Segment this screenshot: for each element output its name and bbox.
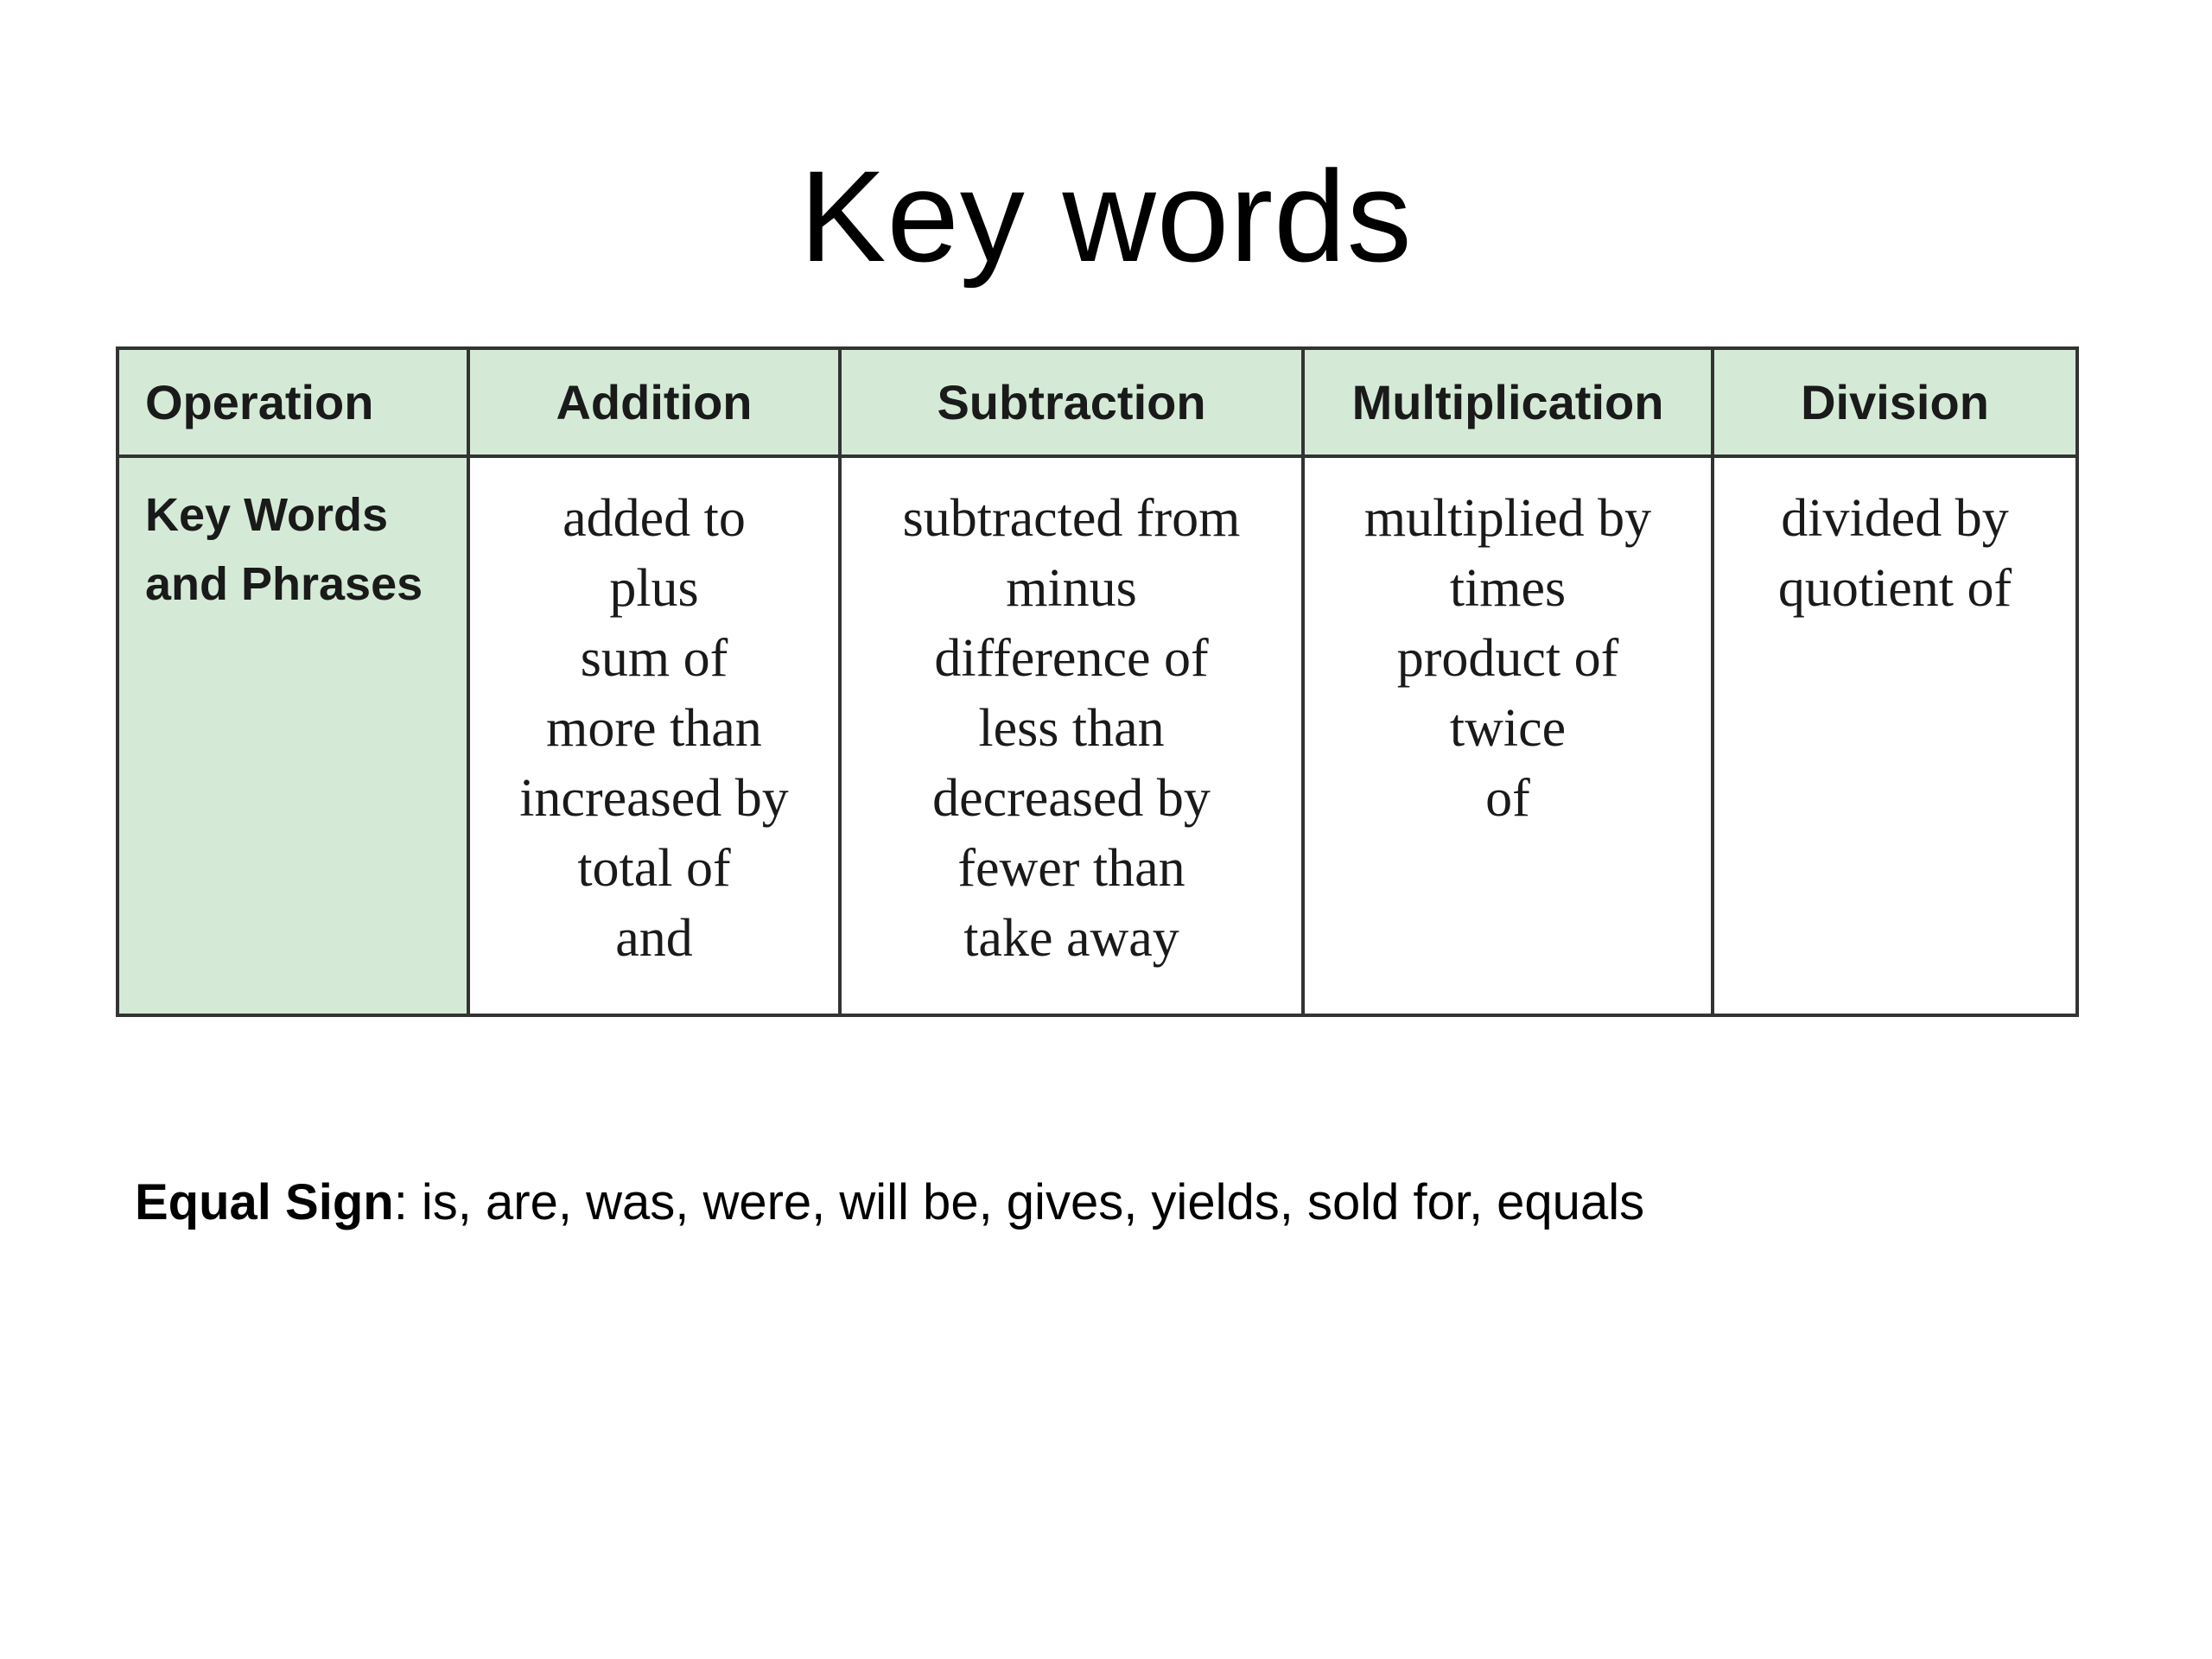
phrase-item: added to	[563, 489, 746, 548]
phrase-item: of	[1485, 769, 1530, 828]
key-words-table	[116, 346, 2079, 1017]
phrase-item: increased by	[519, 769, 789, 828]
phrase-item: difference of	[934, 629, 1209, 688]
phrase-item: minus	[1006, 559, 1137, 618]
operation-header: Operation	[118, 348, 468, 456]
phrase-item: and	[615, 909, 693, 968]
equal-sign-line	[135, 1173, 1644, 1233]
phrase-item: multiplied by	[1363, 489, 1652, 548]
multiplication-header: Multiplication	[1303, 348, 1713, 456]
table-header-row	[118, 348, 2077, 456]
addition-header: Addition	[468, 348, 840, 456]
slide-title: Key words	[799, 143, 1413, 289]
key-words-row	[118, 456, 2077, 1015]
phrase-item: divided by	[1781, 489, 2009, 548]
phrase-item: sum of	[580, 629, 728, 688]
division-phrases-cell	[1713, 456, 2077, 1015]
division-header: Division	[1713, 348, 2077, 456]
phrase-item: take away	[963, 909, 1179, 968]
multiplication-phrases-cell	[1303, 456, 1713, 1015]
phrase-item: plus	[609, 559, 699, 618]
equal-sign-label: Equal Sign	[135, 1174, 394, 1230]
phrase-item: subtracted from	[902, 489, 1241, 548]
key-words-row-label	[118, 456, 468, 1015]
phrase-item: total of	[577, 839, 731, 898]
subtraction-header: Subtraction	[840, 348, 1303, 456]
phrase-item: decreased by	[932, 769, 1211, 828]
phrase-item: less than	[978, 699, 1165, 758]
row-label-line: Key Words	[145, 489, 389, 541]
phrase-item: twice	[1449, 699, 1567, 758]
phrase-item: fewer than	[957, 839, 1185, 898]
equal-sign-words: : is, are, was, were, will be, gives, yields, sold for, equals	[393, 1174, 1645, 1230]
phrase-item: product of	[1396, 629, 1619, 688]
phrase-item: times	[1449, 559, 1567, 618]
phrase-item: quotient of	[1777, 559, 2012, 618]
row-label-line: and Phrases	[145, 558, 423, 610]
subtraction-phrases-cell	[840, 456, 1303, 1015]
phrase-item: more than	[546, 699, 762, 758]
addition-phrases-cell	[468, 456, 840, 1015]
